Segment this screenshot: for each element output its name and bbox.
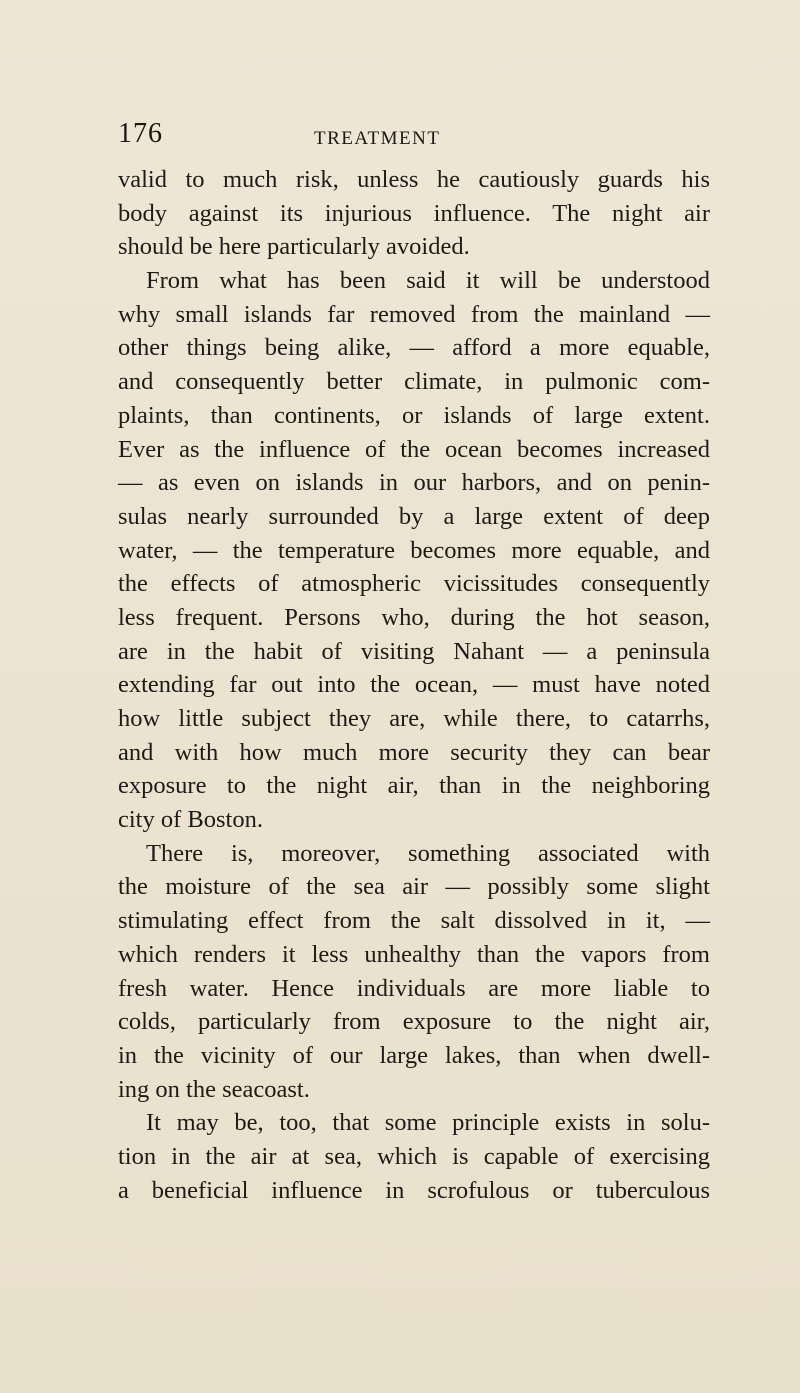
text-line: From what has been said it will be understood [146, 267, 710, 295]
text-line: ing on the seacoast. [118, 1075, 310, 1103]
text-line: why small islands far removed from the mainland — [118, 300, 710, 328]
text-line: in the vicinity of our large lakes, than when dwell- [118, 1041, 710, 1069]
text-line: and consequently better climate, in pulmonic com- [118, 368, 710, 396]
text-line: sulas nearly surrounded by a large extent of deep [118, 502, 710, 530]
text-line: are in the habit of visiting Nahant — a peninsula [118, 637, 710, 665]
text-line: city of Boston. [118, 806, 263, 834]
page-number: 176 [118, 118, 163, 149]
text-line: other things being alike, — afford a more equable, [118, 334, 710, 362]
text-line: fresh water. Hence individuals are more liable to [118, 974, 710, 1002]
text-line: the moisture of the sea air — possibly some slight [118, 873, 710, 901]
text-line: the effects of atmospheric vicissitudes consequently [118, 570, 710, 598]
text-line: less frequent. Persons who, during the hot season, [118, 603, 710, 631]
text-line: Ever as the influence of the ocean becomes increased [118, 435, 710, 463]
text-line: extending far out into the ocean, — must have noted [118, 671, 710, 699]
text-line: There is, moreover, something associated with [146, 839, 710, 867]
text-line: a beneficial influence in scrofulous or tuberculous [118, 1176, 710, 1204]
text-line: It may be, too, that some principle exists in solu- [146, 1109, 710, 1137]
text-line: plaints, than continents, or islands of large extent. [118, 401, 710, 429]
text-line: exposure to the night air, than in the neighboring [118, 772, 710, 800]
text-line: should be here particularly avoided. [118, 233, 470, 261]
text-line: stimulating effect from the salt dissolved in it, — [118, 907, 710, 935]
body-text [118, 163, 710, 1207]
running-head: TREATMENT [314, 128, 441, 149]
text-line: — as even on islands in our harbors, and on penin- [118, 469, 710, 497]
text-line: water, — the temperature becomes more equable, and [118, 536, 710, 564]
text-line: which renders it less unhealthy than the vapors from [118, 940, 710, 968]
text-line: body against its injurious influence. The night air [118, 199, 710, 227]
text-line: valid to much risk, unless he cautiously guards his [118, 166, 710, 193]
page-header [118, 118, 708, 154]
text-line: colds, particularly from exposure to the night air, [118, 1008, 710, 1036]
text-line: and with how much more security they can bear [118, 738, 710, 766]
text-line: tion in the air at sea, which is capable of exercising [118, 1142, 710, 1170]
text-line: how little subject they are, while there, to catarrhs, [118, 705, 710, 732]
